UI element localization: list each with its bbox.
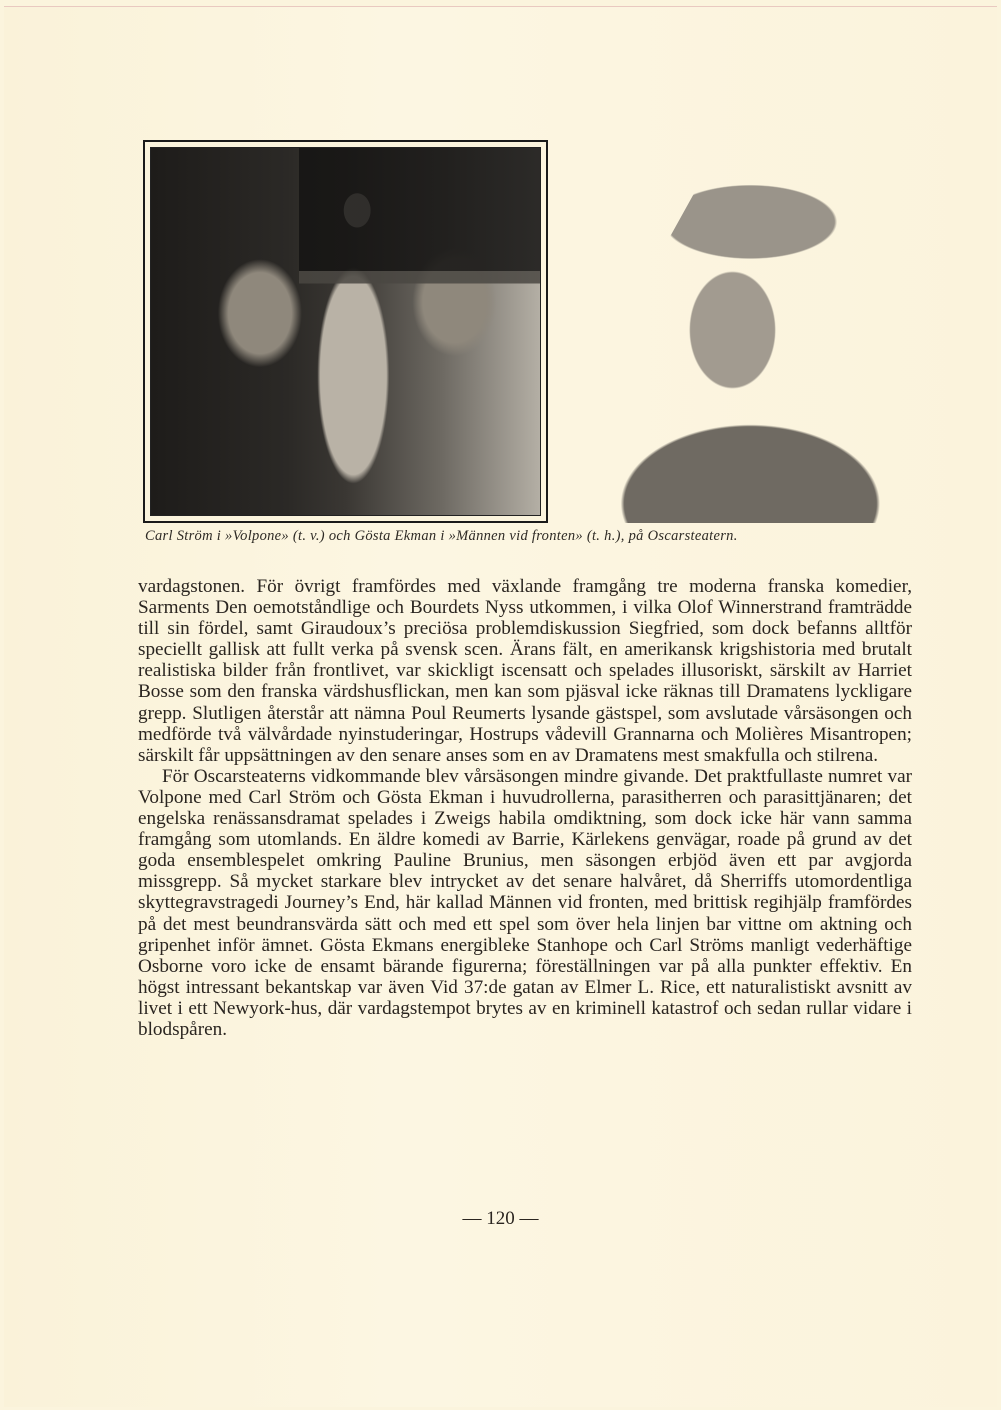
paragraph: vardagstonen. För övrigt framfördes med växlande framgång tre moderna franska komedier, Sarments Den oemotståndlige och Bourdets Nyss utkommen, i vilka Olof Winnerstrand framträdde till sin fördel, samt Giraudoux’s preciösa problemdiskussion Siegfried, som dock befanns alltför speciellt gallisk att fullt verka på svensk scen. Ärans fält, en amerikansk krigshistoria med brutalt realistiska bilder från frontlivet, var skickligt iscensatt och spelades illusoriskt, särskilt av Harriet Bosse som den franska värdshusflickan, men kan som pjäsval icke räknas till Dramatens lyckligare grepp. Slutligen återstår att nämna Poul Reumerts lysande gästspel, som avslutade vårsäsongen och medförde två välvårdade nyinstuderingar, Hostrups vådevill Grannarna och Molières Misantropen; särskilt får uppsättningen av den senare anses som en av Dramatens mest smakfulla och stilrena.: [138, 576, 912, 766]
photo-volpone-image: [150, 147, 541, 516]
page-number: — 120 —: [462, 1208, 539, 1229]
body-text: [138, 576, 912, 1040]
photo-mannen-vid-fronten: [554, 137, 911, 523]
figure-caption: Carl Ström i »Volpone» (t. v.) och Gösta Ekman i »Männen vid fronten» (t. h.), på Oscarsteatern.: [145, 528, 738, 544]
photo-volpone: [143, 140, 548, 523]
paragraph: För Oscarsteaterns vidkommande blev vårsäsongen mindre givande. Det praktfullaste numret var Volpone med Carl Ström och Gösta Ekman i huvudrollerna, parasitherren och parasittjänaren; det engelska renässansdramat spelades i Zweigs habila omdiktning, som dock icke här vann samma framgång som utomlands. En äldre komedi av Barrie, Kärlekens genvägar, roade på grund av det goda ensemblespelet omkring Pauline Brunius, men säsongen erbjöd även ett par avgjorda missgrepp. Så mycket starkare blev intrycket av det senare halvåret, då Sherriffs utomordentliga skyttegravstragedi Journey’s End, här kallad Männen vid fronten, med brittisk regihjälp framfördes på det mest beundransvärda sätt och med ett spel som över hela linjen bar vittne om aktning och gripenhet inför ämnet. Gösta Ekmans energibleke Stanhope och Carl Ströms manligt vederhäftige Osborne voro icke de ensamt bärande figurerna; föreställningen var på alla punkter effektiv. En högst intressant bekantskap var även Vid 37:de gatan av Elmer L. Rice, ett naturalistiskt avsnitt av livet i ett Newyork-hus, där vardagstempot brytes av en kriminell katastrof och sedan rullar vidare i blodspåren.: [138, 765, 912, 1040]
